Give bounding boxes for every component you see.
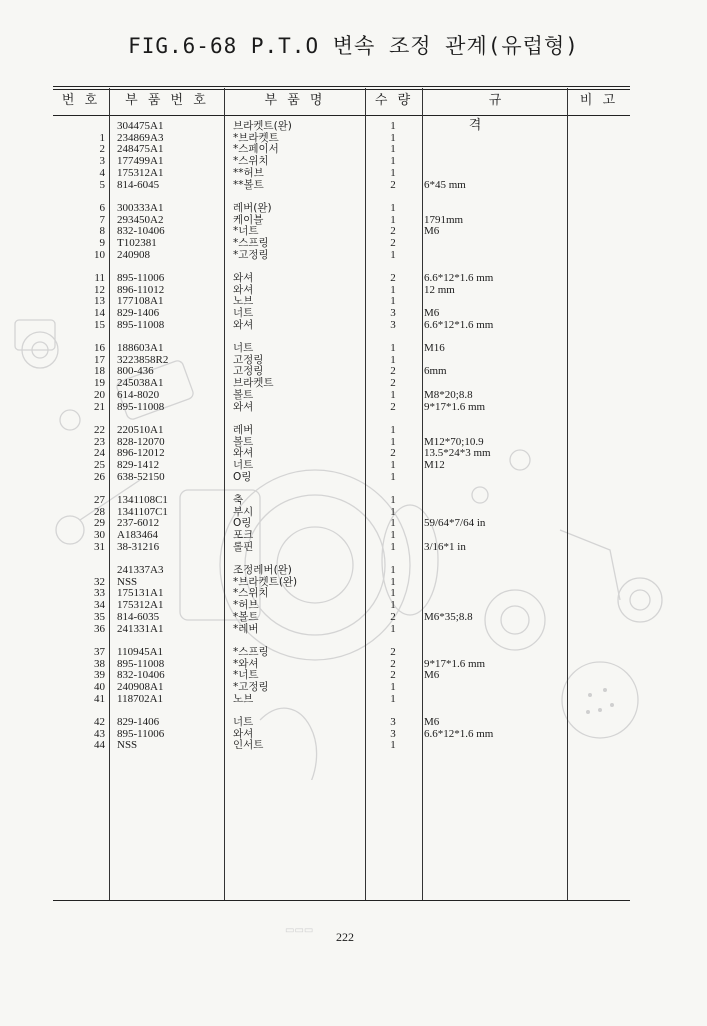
- row-number: 12: [94, 283, 105, 296]
- part-name: 볼트: [233, 435, 254, 448]
- part-number: 300333A1: [117, 202, 164, 214]
- part-name: *스프링: [233, 646, 269, 658]
- part-name: 조정레버(완): [233, 564, 292, 576]
- part-number: 896-11012: [117, 283, 165, 296]
- part-number: 245038A1: [117, 377, 164, 390]
- row-number: 14: [94, 307, 105, 320]
- part-number: 177499A1: [117, 155, 164, 168]
- row-number: 5: [99, 178, 105, 191]
- part-name: 고정링: [233, 365, 264, 378]
- quantity: 3: [390, 318, 396, 331]
- part-number: 895-11008: [117, 400, 165, 413]
- row-number: 30: [94, 529, 105, 542]
- part-name: *스위치: [233, 587, 269, 600]
- row-number: 35: [94, 610, 105, 623]
- table-row: [53, 203, 630, 215]
- row-number: 16: [94, 342, 105, 354]
- part-name: 볼트: [233, 388, 254, 401]
- row-number: 1: [99, 131, 105, 144]
- specification: M16: [424, 342, 445, 354]
- row-number: 3: [99, 155, 105, 168]
- quantity: 1: [390, 540, 396, 553]
- part-name: O링: [233, 470, 252, 483]
- row-number: 20: [94, 388, 105, 401]
- part-number: 241331A1: [117, 622, 164, 635]
- row-number: 25: [94, 459, 105, 472]
- part-number: 188603A1: [117, 342, 164, 354]
- part-name: 레버: [233, 424, 254, 436]
- part-name: *브라켓트: [233, 131, 279, 144]
- row-number: 10: [94, 248, 105, 261]
- row-number: 19: [94, 377, 105, 390]
- part-number: 814-6035: [117, 610, 160, 623]
- quantity: 2: [390, 225, 396, 238]
- part-number: 234869A3: [117, 131, 164, 144]
- quantity: 1: [390, 575, 396, 588]
- part-name: 와셔: [233, 272, 254, 284]
- quantity: 1: [390, 459, 396, 472]
- part-number: 175312A1: [117, 599, 164, 612]
- part-name: 너트: [233, 459, 254, 472]
- part-number: 241337A3: [117, 564, 164, 576]
- part-name: *스페이서: [233, 143, 279, 156]
- quantity: 2: [390, 646, 396, 658]
- quantity: 2: [390, 400, 396, 413]
- table-bottom-rule: [53, 900, 630, 901]
- row-number: 28: [94, 505, 105, 518]
- table-row: [53, 250, 630, 262]
- row-number: 29: [94, 517, 105, 530]
- header-no: 번 호: [61, 93, 101, 108]
- part-name: *스프링: [233, 237, 269, 250]
- specification: 1791mm: [424, 213, 464, 226]
- table-row: [53, 273, 630, 285]
- part-name: 너트: [233, 307, 254, 320]
- part-name: 너트: [233, 716, 254, 728]
- quantity: 1: [390, 692, 396, 705]
- row-number: 27: [94, 494, 105, 506]
- part-number: 832-10406: [117, 225, 165, 238]
- table-row: [53, 402, 630, 414]
- quantity: 1: [390, 388, 396, 401]
- quantity: 1: [390, 505, 396, 518]
- part-name: *너트: [233, 669, 259, 682]
- row-number: 38: [94, 657, 105, 670]
- part-name: *너트: [233, 225, 259, 238]
- part-name: *레버: [233, 622, 259, 635]
- part-name: *브라켓트(완): [233, 575, 298, 588]
- table-row: [53, 694, 630, 706]
- table-row: [53, 121, 630, 133]
- table-row: [53, 612, 630, 624]
- quantity: 2: [390, 610, 396, 623]
- specification: 6*45 mm: [424, 178, 466, 191]
- part-name: 와셔: [233, 727, 254, 740]
- part-name: *와셔: [233, 657, 259, 670]
- part-name: 노브: [233, 295, 254, 308]
- quantity: 2: [390, 669, 396, 682]
- row-number: 26: [94, 470, 105, 483]
- header-qty: 수 량: [374, 93, 414, 108]
- table-row: [53, 647, 630, 659]
- part-number: 175312A1: [117, 166, 164, 179]
- part-number: 237-6012: [117, 517, 160, 530]
- part-number: 895-11008: [117, 318, 165, 331]
- part-number: 248475A1: [117, 143, 164, 156]
- part-name: *볼트: [233, 610, 259, 623]
- table-row: [53, 168, 630, 180]
- row-number: 41: [94, 692, 105, 705]
- specification: M6: [424, 716, 440, 728]
- part-name: O링: [233, 517, 252, 530]
- row-number: 23: [94, 435, 105, 448]
- part-number: 896-12012: [117, 447, 165, 460]
- specification: M6*35;8.8: [424, 610, 473, 623]
- part-name: 인서트: [233, 739, 264, 752]
- quantity: 1: [390, 131, 396, 144]
- specification: 6.6*12*1.6 mm: [424, 318, 494, 331]
- specification: M8*20;8.8: [424, 388, 473, 401]
- part-name: *고정링: [233, 681, 269, 694]
- part-number: 110945A1: [117, 646, 164, 658]
- row-number: 2: [99, 143, 105, 156]
- quantity: 1: [390, 564, 396, 576]
- part-name: *스위치: [233, 155, 269, 168]
- quantity: 2: [390, 447, 396, 460]
- quantity: 2: [390, 657, 396, 670]
- part-number: 118702A1: [117, 692, 164, 705]
- quantity: 1: [390, 529, 396, 542]
- part-number: 828-12070: [117, 435, 165, 448]
- quantity: 3: [390, 307, 396, 320]
- specification: M12: [424, 459, 445, 472]
- row-number: 39: [94, 669, 105, 682]
- part-name: 롤핀: [233, 540, 254, 553]
- specification: 9*17*1.6 mm: [424, 657, 486, 670]
- faint-stamp: ▭▭▭: [285, 925, 314, 936]
- part-number: 38-31216: [117, 540, 160, 553]
- part-number: T102381: [117, 237, 157, 250]
- row-number: 9: [99, 237, 105, 250]
- quantity: 2: [390, 237, 396, 250]
- page-title: FIG.6-68 P.T.O 변속 조정 관계(유럽형): [128, 34, 579, 58]
- table-row: [53, 740, 630, 752]
- row-number: 13: [94, 295, 105, 308]
- part-name: 와셔: [233, 318, 254, 331]
- part-name: 레버(완): [233, 202, 272, 214]
- quantity: 1: [390, 599, 396, 612]
- specification: 6.6*12*1.6 mm: [424, 272, 494, 284]
- part-name: 와셔: [233, 400, 254, 413]
- part-number: 814-6045: [117, 178, 160, 191]
- row-number: 11: [94, 272, 105, 284]
- specification: 59/64*7/64 in: [424, 517, 486, 530]
- table-row: [53, 495, 630, 507]
- row-number: 37: [94, 646, 105, 658]
- row-number: 7: [99, 213, 105, 226]
- row-number: 32: [94, 575, 105, 588]
- table-row: [53, 565, 630, 577]
- quantity: 3: [390, 727, 396, 740]
- quantity: 2: [390, 365, 396, 378]
- part-name: **볼트: [233, 178, 264, 191]
- part-name: 포크: [233, 529, 254, 542]
- part-number: 614-8020: [117, 388, 160, 401]
- part-number: 829-1406: [117, 307, 160, 320]
- quantity: 1: [390, 143, 396, 156]
- header-top-rule: [53, 86, 630, 87]
- part-number: A183464: [117, 529, 158, 542]
- part-name: 브라켓트(완): [233, 120, 292, 132]
- row-number: 44: [94, 739, 105, 752]
- quantity: 1: [390, 202, 396, 214]
- quantity: 2: [390, 377, 396, 390]
- row-number: 8: [99, 225, 105, 238]
- row-number: 36: [94, 622, 105, 635]
- quantity: 1: [390, 424, 396, 436]
- row-number: 24: [94, 447, 105, 460]
- specification: 6mm: [424, 365, 447, 378]
- specification: M12*70;10.9: [424, 435, 484, 448]
- table-row: [53, 180, 630, 192]
- table-row: [53, 624, 630, 636]
- row-number: 6: [99, 202, 105, 214]
- quantity: 1: [390, 342, 396, 354]
- part-name: 브라켓트: [233, 377, 274, 390]
- table-row: [53, 729, 630, 741]
- part-number: 3223858R2: [117, 353, 169, 366]
- part-name: 고정링: [233, 353, 264, 366]
- quantity: 1: [390, 681, 396, 694]
- specification: 13.5*24*3 mm: [424, 447, 491, 460]
- part-number: 832-10406: [117, 669, 165, 682]
- part-number: 220510A1: [117, 424, 164, 436]
- row-number: 22: [94, 424, 105, 436]
- part-number: NSS: [117, 575, 138, 588]
- specification: M6: [424, 307, 440, 320]
- row-number: 31: [94, 540, 105, 553]
- quantity: 1: [390, 470, 396, 483]
- table-row: [53, 390, 630, 402]
- part-number: 293450A2: [117, 213, 164, 226]
- part-name: 너트: [233, 342, 254, 354]
- quantity: 1: [390, 622, 396, 635]
- part-name: *허브: [233, 599, 259, 612]
- quantity: 1: [390, 248, 396, 261]
- quantity: 1: [390, 353, 396, 366]
- table-row: [53, 542, 630, 554]
- quantity: 3: [390, 716, 396, 728]
- quantity: 1: [390, 166, 396, 179]
- table-row: [53, 343, 630, 355]
- quantity: 1: [390, 587, 396, 600]
- row-number: 42: [94, 716, 105, 728]
- part-number: 175131A1: [117, 587, 164, 600]
- quantity: 1: [390, 120, 396, 132]
- header-part-no: 부 품 번 호: [125, 93, 209, 108]
- table-row: [53, 472, 630, 484]
- row-number: 17: [94, 353, 105, 366]
- quantity: 1: [390, 517, 396, 530]
- row-number: 15: [94, 318, 105, 331]
- part-number: 895-11008: [117, 657, 165, 670]
- part-name: *고정링: [233, 248, 269, 261]
- row-number: 33: [94, 587, 105, 600]
- part-number: 895-11006: [117, 272, 165, 284]
- quantity: 2: [390, 272, 396, 284]
- quantity: 1: [390, 435, 396, 448]
- row-number: 21: [94, 400, 105, 413]
- part-name: 부시: [233, 505, 254, 518]
- part-number: 800-436: [117, 365, 154, 378]
- part-name: 와셔: [233, 447, 254, 460]
- row-number: 40: [94, 681, 105, 694]
- quantity: 2: [390, 178, 396, 191]
- part-name: **허브: [233, 166, 264, 179]
- part-number: 829-1406: [117, 716, 160, 728]
- table-row: [53, 320, 630, 332]
- part-number: 240908A1: [117, 681, 164, 694]
- part-name: 케이블: [233, 213, 264, 226]
- part-number: 1341107C1: [117, 505, 168, 518]
- specification: M6: [424, 669, 440, 682]
- table-row: [53, 425, 630, 437]
- row-number: 18: [94, 365, 105, 378]
- part-number: 829-1412: [117, 459, 160, 472]
- part-number: 240908: [117, 248, 150, 261]
- specification: 3/16*1 in: [424, 540, 466, 553]
- specification: 12 mm: [424, 283, 455, 296]
- header-bottom-rule: [53, 115, 630, 116]
- header-remark: 비 고: [579, 93, 619, 108]
- part-name: 노브: [233, 692, 254, 705]
- part-number: 304475A1: [117, 120, 164, 132]
- row-number: 34: [94, 599, 105, 612]
- table-row: [53, 717, 630, 729]
- part-number: 895-11006: [117, 727, 165, 740]
- part-name: 축: [233, 494, 244, 506]
- quantity: 1: [390, 295, 396, 308]
- part-number: NSS: [117, 739, 138, 752]
- quantity: 1: [390, 155, 396, 168]
- part-name: 와셔: [233, 283, 254, 296]
- specification: M6: [424, 225, 440, 238]
- part-number: 177108A1: [117, 295, 164, 308]
- part-number: 638-52150: [117, 470, 165, 483]
- header-part-name: 부 품 명: [264, 93, 326, 108]
- quantity: 1: [390, 213, 396, 226]
- row-number: 43: [94, 727, 105, 740]
- specification: 6.6*12*1.6 mm: [424, 727, 494, 740]
- quantity: 1: [390, 739, 396, 752]
- header-spec: 규 격: [468, 93, 542, 133]
- quantity: 1: [390, 494, 396, 506]
- quantity: 1: [390, 283, 396, 296]
- specification: 9*17*1.6 mm: [424, 400, 486, 413]
- page-number: 222: [336, 930, 354, 944]
- row-number: 4: [99, 166, 105, 179]
- part-number: 1341108C1: [117, 494, 168, 506]
